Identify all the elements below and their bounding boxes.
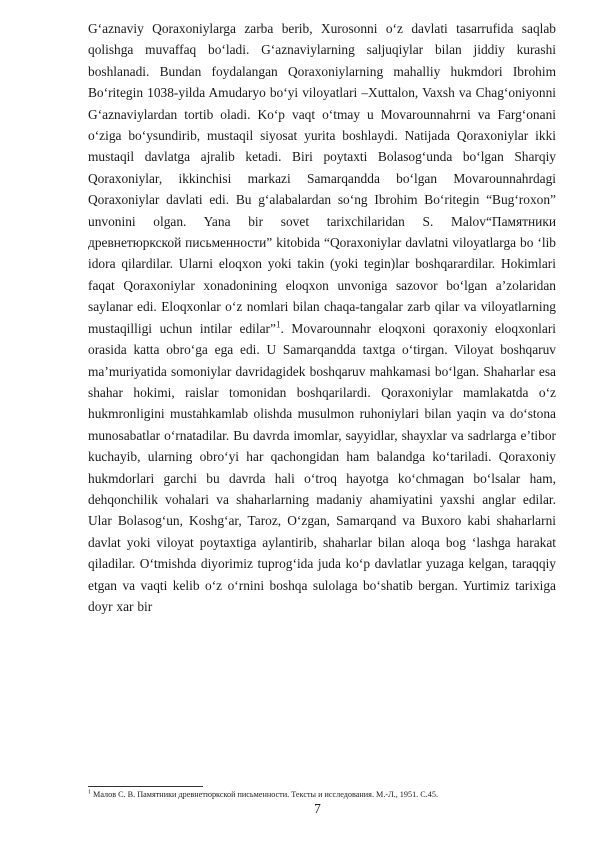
main-text <box>88 18 556 617</box>
footnote <box>88 790 556 800</box>
paragraph-text-continued: . Movarounnahr eloqxoni qoraxoniy eloqxonlari orasida katta obro‘ga ega edi. U Samarqandda taxtga o‘tirgan. Viloyat boshqaruv ma’muriyatida somoniylar davridagidek boshqaruv mahkamasi bo‘lgan. Shaharlar esa shahar hokimi, raislar tomonidan boshqarilardi. Qoraxoniylar mamlakatda o‘z hukmronligini mustahkamlab olishda musulmon ruhoniylari bilan yaqin va do‘stona munosabatlar o‘rnatadilar. Bu davrda imomlar, sayyidlar, shayxlar va sadrlarga e’tibor kuchayib, ularning obro‘yi har qachongidan ham balandga ko‘tariladi. Qoraxoniy hukmdorlari garchi bu davrda hali o‘troq hayotga ko‘chmagan bo‘lsalar ham, dehqonchilik vohalari va shaharlarning madaniy ahamiyatini yaxshi anglar edilar. Ular Bolasog‘un, Koshg‘ar, Taroz, O‘zgan, Samarqand va Buxoro kabi shaharlarni davlat yoki viloyat poytaxtiga aylantirib, shaharlar bilan aloqa bog ‘lashga harakat qiladilar. O‘tmishda diyorimiz tuprog‘ida juda ko‘p davlatlar yuzaga kelgan, taraqqiy etgan va vaqti kelib o‘z o‘rnini boshqa sulolaga bo‘shatib bergan. Yurtimiz tarixiga doyr xar bir <box>88 320 556 614</box>
paragraph-text: G‘aznaviy Qoraxoniylarga zarba berib, Xurosonni o‘z davlati tasarrufida saqlab qolishga muvaffaq bo‘ladi. G‘aznaviylarning saljuqiylar bilan jiddiy kurashi boshlanadi. Bundan foydalangan Qoraxoniylarning mahalliy hukmdori Ibrohim Bo‘ritegin 1038-yilda Amudaryo bo‘yi viloyatlari –Xuttalon, Vaxsh va Chag‘oniyonni G‘aznaviylardan tortib oladi. Ko‘p vaqt o‘tmay u Movarounnahrni va Farg‘onani o‘ziga bo‘ysundirib, mustaqil siyosat yurita boshlaydi. Natijada Qoraxoniylar ikki mustaqil davlatga ajralib ketadi. Biri poytaxti Bolasog‘unda bo‘lgan Sharqiy Qoraxoniylar, ikkinchisi markazi Samarqandda bo‘lgan Movarounnahrdagi Qoraxoniylar davlati edi. Bu g‘alabalardan so‘ng Ibrohim Bo‘ritegin “Bug‘roxon” unvonini olgan. Yana bir sovet tarixchilaridan S. Malov“Памятники древнетюркской письменности” kitobida “Qoraxoniylar davlatni viloyatlarga bo ‘lib idora qilardilar. Ularni eloqxon yoki takin (yoki tegin)lar boshqarardilar. Hokimlari faqat Qoraxoniylar xonadonining eloqxon unvoniga sazovor bo‘lgan a’zolaridan saylanar edi. Eloqxonlar o‘z nomlari bilan chaqa-tangalar zarb qilar va viloyatlarning mustaqilligi uchun intilar edilar” <box>88 21 556 336</box>
footnote-text: Малов С. В. Памятники древнетюркской письменности. Тексты и исследования. М.-Л., 1951. С.45. <box>91 790 439 799</box>
footnote-separator <box>88 786 203 787</box>
page-number: 7 <box>314 801 321 816</box>
footnote-number: 1 <box>88 789 91 796</box>
footnote-reference[interactable]: 1 <box>275 319 281 330</box>
